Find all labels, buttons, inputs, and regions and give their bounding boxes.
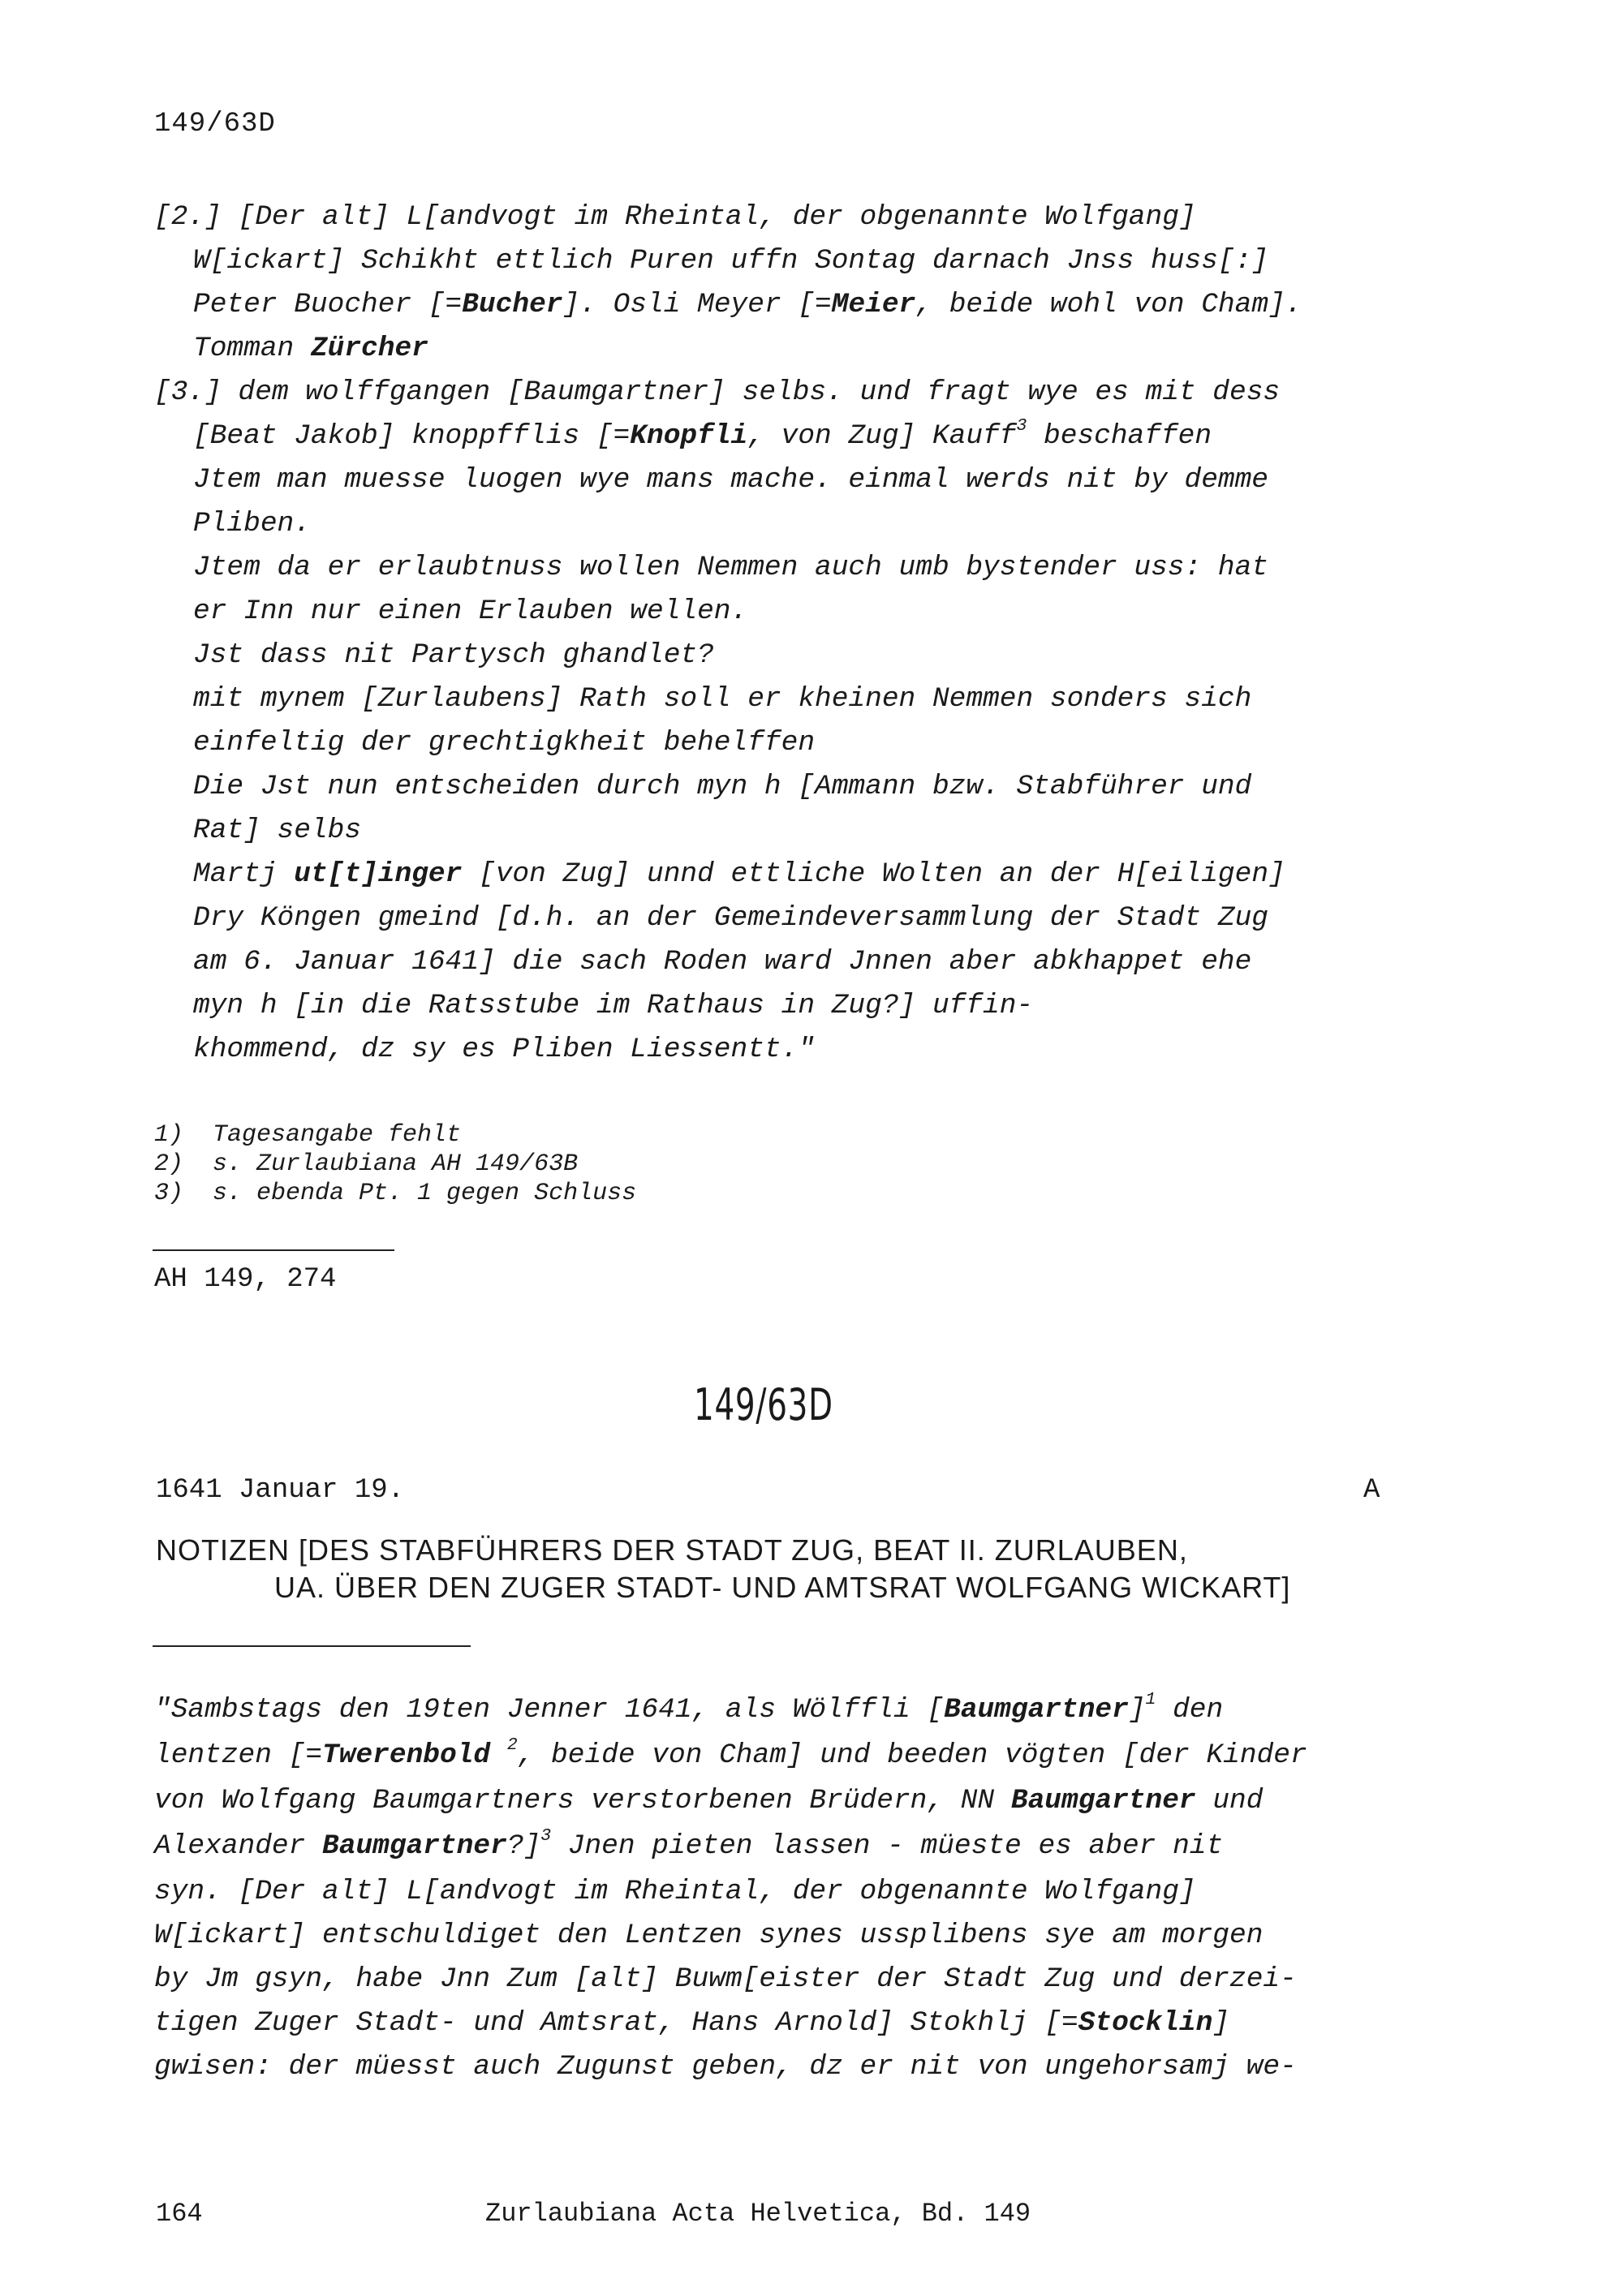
- footnote: 2) s. Zurlaubiana AH 149/63B: [154, 1150, 579, 1178]
- text-line: "Sambstags den 19ten Jenner 1641, als Wölffli [Baumgartner]$^1$ den: [154, 1689, 1224, 1726]
- divider: [153, 1249, 394, 1251]
- text-line: lentzen [=Twerenbold $^2$, beide von Cham] und beeden vögten [der Kinder: [154, 1735, 1307, 1771]
- footnote: 3) s. ebenda Pt. 1 gegen Schluss: [154, 1180, 637, 1207]
- footnote: 1) Tagesangabe fehlt: [154, 1121, 462, 1149]
- text-line: Martj ut[t]inger [von Zug] unnd ettliche Wolten an der H[eiligen]: [193, 858, 1285, 890]
- text-line: [2.] [Der alt] L[andvogt im Rheintal, der obgenannte Wolfgang]: [154, 201, 1196, 233]
- text-line: Tomman Zürcher: [193, 333, 428, 364]
- text-line: er Inn nur einen Erlauben wellen.: [193, 595, 748, 627]
- text-line: Pliben.: [193, 508, 311, 540]
- text-line: gwisen: der müesst auch Zugunst geben, dz er nit von ungehorsamj we-: [154, 2051, 1297, 2083]
- footnote-ref: 2: [506, 1735, 518, 1755]
- text-line: Peter Buocher [=Bucher]. Osli Meyer [=Meier, beide wohl von Cham].: [193, 289, 1302, 320]
- footer-title: Zurlaubiana Acta Helvetica, Bd. 149: [485, 2199, 1031, 2229]
- text-line: Dry Köngen gmeind [d.h. an der Gemeindeversammlung der Stadt Zug: [193, 902, 1269, 934]
- text-line: Alexander Baumgartner?]$^3$ Jnen pieten lassen - müeste es aber nit: [154, 1825, 1224, 1862]
- text-line: syn. [Der alt] L[andvogt im Rheintal, der obgenannte Wolfgang]: [154, 1876, 1196, 1907]
- document-number: 149/63D: [694, 1379, 833, 1430]
- running-head: 149/63D: [154, 109, 276, 140]
- document-title-line: UA. ÜBER DEN ZUGER STADT- UND AMTSRAT WOLFGANG WICKART]: [274, 1571, 1291, 1604]
- text-line: myn h [in die Ratsstube im Rathaus in Zug?] uffin-: [193, 990, 1034, 1021]
- text-line: einfeltig der grechtigkheit behelffen: [193, 727, 816, 759]
- document-title-line: NOTIZEN [DES STABFÜHRERS DER STADT ZUG, BEAT II. ZURLAUBEN,: [156, 1533, 1188, 1567]
- text-line: von Wolfgang Baumgartners verstorbenen Brüdern, NN Baumgartner und: [154, 1785, 1264, 1817]
- text-line: Jst dass nit Partysch ghandlet?: [193, 639, 714, 671]
- document-date: 1641 Januar 19.: [156, 1475, 405, 1506]
- text-line: Jtem man muesse luogen wye mans mache. einmal werds nit by demme: [193, 464, 1269, 496]
- footnote-ref: 3: [540, 1825, 552, 1846]
- text-line: Jtem da er erlaubtnuss wollen Nemmen auch umb bystender uss: hat: [193, 552, 1269, 583]
- text-line: W[ickart] Schikht ettlich Puren uffn Sontag darnach Jnss huss[:]: [193, 245, 1269, 277]
- divider: [153, 1645, 471, 1647]
- text-line: khommend, dz sy es Pliben Liessentt.": [193, 1034, 816, 1065]
- text-line: W[ickart] entschuldiget den Lentzen synes ussplibens sye am morgen: [154, 1920, 1264, 1951]
- text-line: mit mynem [Zurlaubens] Rath soll er kheinen Nemmen sonders sich: [193, 683, 1252, 715]
- text-line: [3.] dem wolffgangen [Baumgartner] selbs. und fragt wye es mit dess: [154, 376, 1281, 408]
- text-line: [Beat Jakob] knoppfflis [=Knopfli, von Zug] Kauff$^3$ beschaffen: [193, 415, 1212, 452]
- text-line: Die Jst nun entscheiden durch myn h [Ammann bzw. Stabführer und: [193, 771, 1252, 802]
- page-number: 164: [156, 2199, 203, 2229]
- text-line: am 6. Januar 1641] die sach Roden ward Jnnen aber abkhappet ehe: [193, 946, 1252, 978]
- text-line: tigen Zuger Stadt- und Amtsrat, Hans Arnold] Stokhlj [=Stocklin]: [154, 2007, 1230, 2039]
- footnote-ref: 1: [1145, 1689, 1156, 1709]
- document-marker: A: [1363, 1475, 1380, 1506]
- text-line: by Jm gsyn, habe Jnn Zum [alt] Buwm[eister der Stadt Zug und derzei-: [154, 1963, 1297, 1995]
- source-reference: AH 149, 274: [154, 1264, 337, 1295]
- footnote-ref: 3: [1016, 415, 1027, 436]
- text-line: Rat] selbs: [193, 815, 362, 846]
